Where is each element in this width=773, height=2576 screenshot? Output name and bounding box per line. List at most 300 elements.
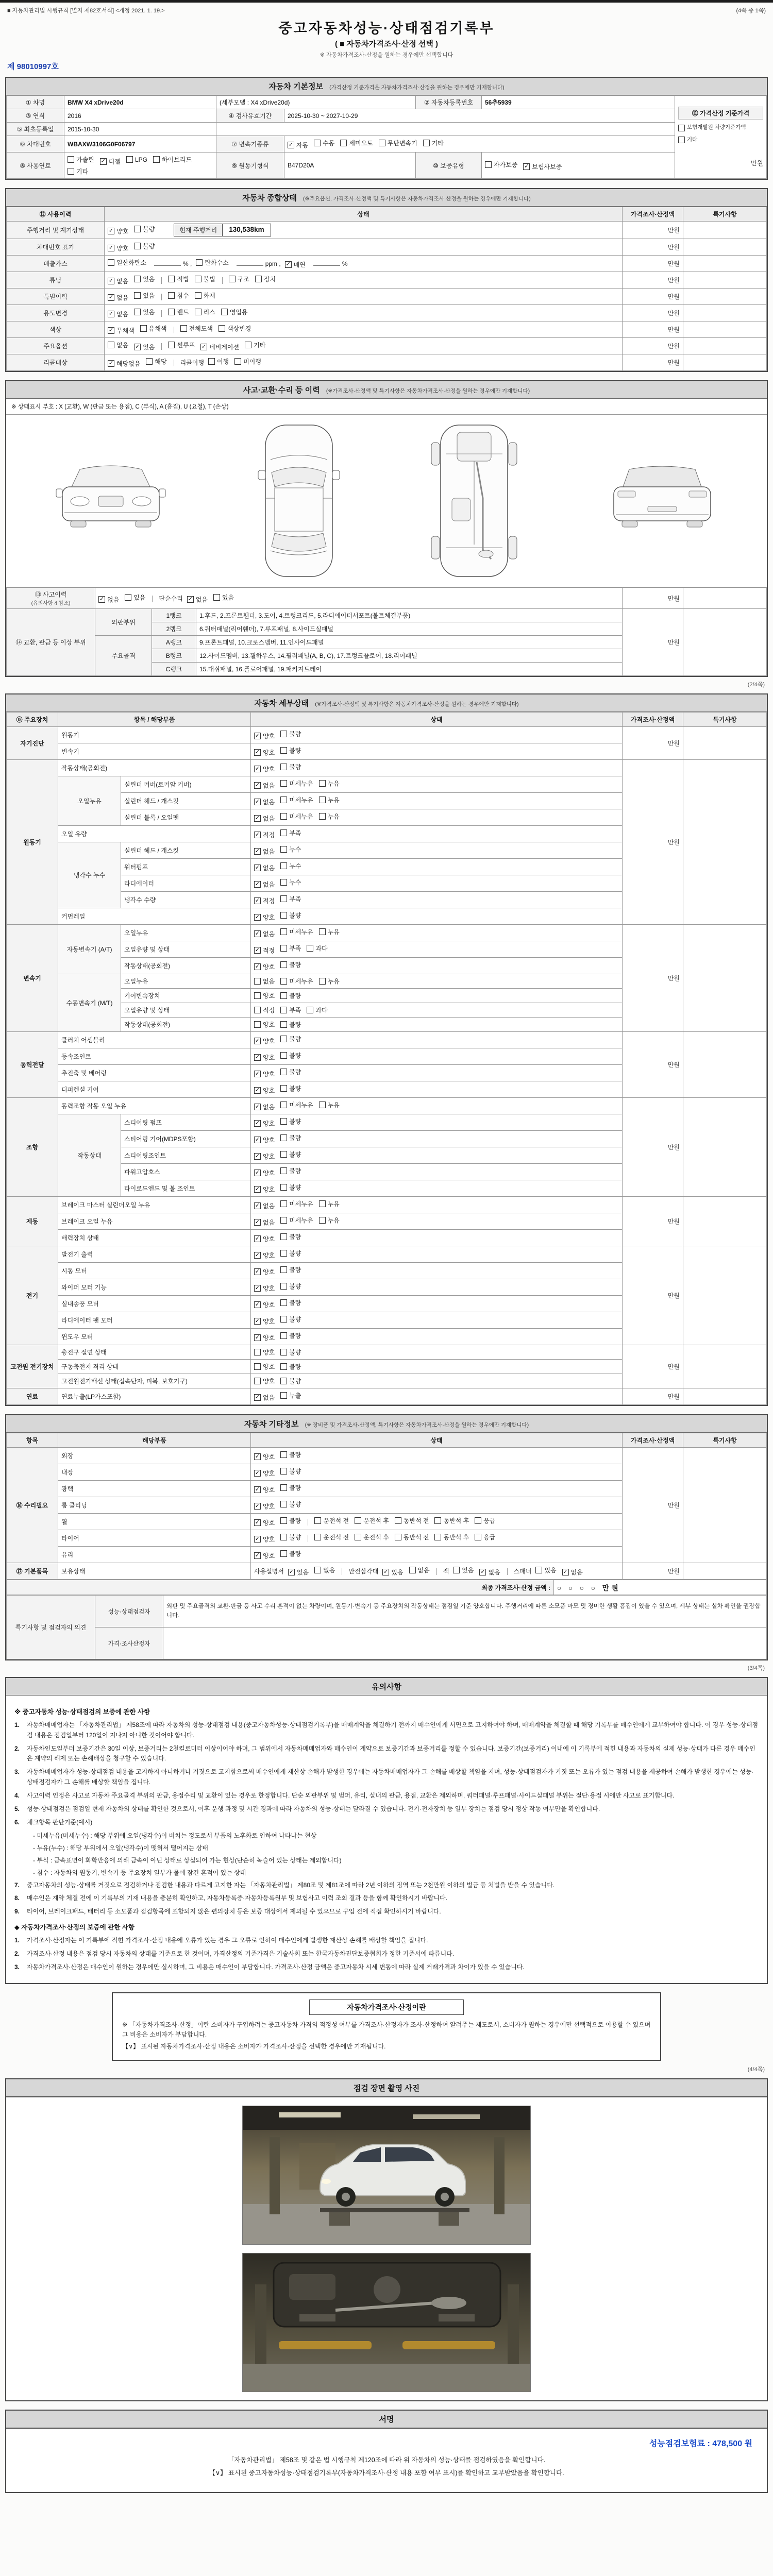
checkbox[interactable]: ✓ [255, 1186, 260, 1192]
checkbox[interactable] [146, 358, 153, 365]
checkbox-option[interactable] [254, 913, 275, 922]
checkbox[interactable] [221, 309, 228, 315]
checkbox-option[interactable] [280, 944, 301, 953]
checkbox-option[interactable] [134, 343, 155, 351]
checkbox-option[interactable] [255, 275, 276, 283]
checkbox-option[interactable] [254, 1006, 275, 1014]
checkbox[interactable] [134, 276, 141, 282]
checkbox[interactable] [280, 747, 287, 754]
checkbox[interactable] [168, 342, 175, 348]
checkbox-option[interactable] [307, 1006, 327, 1014]
checkbox-option[interactable] [108, 310, 128, 318]
checkbox[interactable] [280, 862, 287, 869]
checkbox-option[interactable] [434, 1533, 469, 1541]
checkbox-option[interactable] [280, 991, 301, 1000]
checkbox-option[interactable] [134, 275, 155, 283]
checkbox[interactable] [254, 992, 261, 999]
checkbox-option[interactable] [475, 1533, 495, 1541]
checkbox[interactable]: ✓ [255, 1318, 260, 1324]
checkbox-option[interactable] [280, 911, 301, 920]
checkbox-option[interactable] [280, 1133, 301, 1142]
checkbox-option[interactable] [108, 258, 146, 267]
checkbox[interactable] [280, 1363, 287, 1370]
checkbox[interactable]: ✓ [524, 163, 529, 170]
checkbox[interactable] [280, 978, 287, 985]
checkbox[interactable] [319, 1217, 326, 1224]
checkbox[interactable] [280, 895, 287, 902]
checkbox[interactable] [280, 796, 287, 803]
checkbox[interactable] [229, 276, 236, 282]
checkbox-option[interactable] [314, 1516, 349, 1525]
checkbox-option[interactable] [100, 157, 121, 166]
checkbox[interactable]: ✓ [108, 245, 114, 251]
checkbox[interactable] [213, 594, 220, 601]
checkbox[interactable] [254, 1007, 261, 1013]
checkbox[interactable]: ✓ [108, 278, 114, 284]
checkbox[interactable]: ✓ [383, 1569, 389, 1575]
checkbox[interactable] [280, 1451, 287, 1458]
checkbox[interactable]: ✓ [288, 142, 294, 148]
checkbox-option[interactable] [254, 962, 275, 971]
checkbox-option[interactable] [254, 1168, 275, 1177]
checkbox[interactable]: ✓ [255, 1071, 260, 1077]
checkbox[interactable] [195, 309, 201, 315]
checkbox[interactable]: ✓ [188, 596, 193, 602]
checkbox[interactable] [195, 292, 201, 299]
checkbox-option[interactable] [254, 1551, 275, 1560]
checkbox[interactable]: ✓ [108, 311, 114, 317]
checkbox-option[interactable] [280, 1232, 301, 1241]
checkbox-option[interactable] [254, 847, 275, 856]
checkbox[interactable] [208, 358, 215, 365]
checkbox[interactable] [678, 125, 685, 131]
checkbox[interactable]: ✓ [255, 815, 260, 821]
checkbox-option[interactable] [254, 1362, 275, 1371]
checkbox[interactable] [355, 1534, 361, 1540]
checkbox[interactable]: ✓ [135, 344, 140, 350]
checkbox[interactable]: ✓ [480, 1569, 485, 1575]
checkbox-option[interactable] [187, 595, 208, 604]
checkbox[interactable]: ✓ [108, 294, 114, 300]
checkbox-option[interactable] [319, 1199, 340, 1208]
checkbox[interactable] [280, 1085, 287, 1092]
checkbox-option[interactable] [208, 357, 229, 366]
checkbox[interactable] [280, 1200, 287, 1207]
checkbox[interactable] [280, 1233, 287, 1240]
checkbox-option[interactable] [280, 861, 301, 870]
checkbox-option[interactable] [280, 1467, 301, 1476]
checkbox-option[interactable] [314, 1566, 335, 1574]
checkbox-option[interactable] [280, 1377, 301, 1385]
checkbox[interactable]: ✓ [255, 766, 260, 772]
checkbox[interactable] [280, 764, 287, 770]
checkbox-option[interactable] [409, 1566, 430, 1574]
checkbox[interactable]: ✓ [100, 158, 106, 164]
checkbox[interactable] [280, 1134, 287, 1141]
checkbox[interactable]: ✓ [108, 228, 114, 234]
checkbox[interactable] [485, 161, 492, 168]
checkbox-option[interactable] [254, 1393, 275, 1402]
checkbox[interactable] [280, 1250, 287, 1257]
checkbox-option[interactable] [254, 977, 275, 986]
checkbox[interactable]: ✓ [201, 344, 207, 350]
checkbox[interactable]: ✓ [563, 1569, 568, 1575]
checkbox[interactable] [254, 1378, 261, 1384]
checkbox-option[interactable] [319, 795, 340, 804]
checkbox[interactable] [108, 342, 114, 348]
checkbox[interactable]: ✓ [255, 832, 260, 838]
checkbox-option[interactable] [280, 1183, 301, 1192]
checkbox[interactable] [125, 594, 131, 601]
checkbox[interactable]: ✓ [255, 1054, 260, 1060]
checkbox[interactable] [475, 1534, 481, 1540]
checkbox[interactable] [319, 978, 326, 985]
checkbox[interactable] [280, 1517, 287, 1524]
checkbox-option[interactable] [535, 1566, 556, 1574]
checkbox[interactable] [219, 325, 225, 332]
checkbox[interactable] [168, 292, 175, 299]
checkbox[interactable]: ✓ [255, 1252, 260, 1258]
checkbox-option[interactable] [280, 960, 301, 969]
checkbox-option[interactable] [254, 929, 275, 938]
checkbox-option[interactable] [475, 1516, 495, 1525]
checkbox-option[interactable] [395, 1533, 429, 1541]
checkbox[interactable] [280, 1118, 287, 1125]
checkbox-option[interactable] [423, 139, 444, 147]
checkbox[interactable]: ✓ [255, 1285, 260, 1291]
checkbox[interactable] [280, 1332, 287, 1339]
checkbox-option[interactable] [479, 1568, 500, 1577]
checkbox-option[interactable] [254, 1020, 275, 1029]
checkbox[interactable] [535, 1567, 542, 1573]
checkbox-option[interactable] [382, 1568, 403, 1577]
checkbox[interactable] [68, 168, 74, 175]
checkbox[interactable] [319, 1200, 326, 1207]
checkbox-option[interactable] [288, 1568, 309, 1577]
checkbox[interactable] [395, 1534, 401, 1540]
checkbox-option[interactable] [108, 293, 128, 302]
checkbox-option[interactable] [168, 308, 189, 316]
checkbox-option[interactable] [280, 1035, 301, 1043]
checkbox-option[interactable] [280, 812, 313, 821]
checkbox[interactable]: ✓ [255, 848, 260, 854]
checkbox-option[interactable] [355, 1516, 389, 1525]
checkbox-option[interactable] [254, 798, 275, 806]
checkbox-option[interactable] [280, 1199, 313, 1208]
checkbox-option[interactable] [280, 977, 313, 986]
checkbox-option[interactable] [280, 1265, 301, 1274]
checkbox-option[interactable] [280, 894, 301, 903]
checkbox-option[interactable] [108, 227, 128, 235]
checkbox[interactable] [280, 912, 287, 919]
checkbox[interactable] [280, 1501, 287, 1507]
checkbox-option[interactable] [254, 1218, 275, 1227]
checkbox-option[interactable] [254, 1201, 275, 1210]
checkbox-option[interactable] [68, 167, 88, 176]
checkbox-option[interactable] [254, 781, 275, 790]
checkbox[interactable]: ✓ [255, 1153, 260, 1159]
checkbox-option[interactable] [254, 1086, 275, 1095]
checkbox-option[interactable] [146, 357, 166, 366]
checkbox-option[interactable] [254, 1284, 275, 1293]
checkbox[interactable]: ✓ [255, 1268, 260, 1275]
checkbox[interactable]: ✓ [255, 897, 260, 904]
checkbox[interactable]: ✓ [255, 1087, 260, 1093]
checkbox[interactable] [280, 829, 287, 836]
checkbox[interactable] [280, 1167, 287, 1174]
checkbox[interactable] [314, 1567, 321, 1573]
checkbox[interactable] [280, 1151, 287, 1158]
checkbox-option[interactable] [280, 746, 301, 755]
checkbox-option[interactable] [108, 244, 128, 252]
checkbox[interactable] [280, 992, 287, 999]
checkbox[interactable] [340, 140, 347, 146]
checkbox-option[interactable] [280, 779, 313, 788]
checkbox-option[interactable] [254, 1251, 275, 1260]
checkbox-option[interactable] [280, 1282, 301, 1291]
checkbox-option[interactable] [134, 308, 155, 316]
checkbox-option[interactable] [254, 1469, 275, 1478]
checkbox-option[interactable] [280, 1331, 301, 1340]
checkbox-option[interactable] [280, 1483, 301, 1492]
checkbox-option[interactable] [254, 1037, 275, 1045]
checkbox-option[interactable] [280, 1084, 301, 1093]
checkbox-option[interactable] [134, 242, 155, 250]
checkbox-option[interactable] [254, 732, 275, 740]
checkbox[interactable]: ✓ [255, 782, 260, 788]
checkbox-option[interactable] [319, 812, 340, 821]
checkbox-option[interactable] [319, 1216, 340, 1225]
checkbox[interactable]: ✓ [255, 914, 260, 920]
checkbox[interactable] [280, 1392, 287, 1399]
checkbox-option[interactable] [562, 1568, 583, 1577]
checkbox[interactable]: ✓ [255, 1503, 260, 1509]
checkbox-option[interactable] [254, 1136, 275, 1144]
checkbox-option[interactable] [280, 1150, 301, 1159]
checkbox-option[interactable] [280, 1516, 301, 1525]
checkbox[interactable] [678, 137, 685, 143]
checkbox[interactable] [168, 309, 175, 315]
checkbox[interactable]: ✓ [255, 1394, 260, 1400]
checkbox-option[interactable] [395, 1516, 429, 1525]
checkbox-option[interactable] [153, 155, 192, 164]
checkbox-option[interactable] [254, 1119, 275, 1128]
checkbox[interactable] [134, 243, 141, 249]
checkbox-option[interactable] [168, 275, 189, 283]
checkbox[interactable] [434, 1534, 441, 1540]
checkbox[interactable]: ✓ [255, 1120, 260, 1126]
checkbox-option[interactable] [254, 1377, 275, 1385]
checkbox[interactable] [280, 1266, 287, 1273]
checkbox[interactable] [434, 1517, 441, 1524]
checkbox-option[interactable] [340, 139, 373, 147]
checkbox-option[interactable] [245, 341, 265, 349]
checkbox[interactable] [280, 1021, 287, 1028]
checkbox-option[interactable] [319, 977, 340, 986]
checkbox[interactable] [379, 140, 385, 146]
checkbox[interactable] [319, 928, 326, 935]
checkbox[interactable] [423, 140, 430, 146]
checkbox-option[interactable] [195, 275, 215, 283]
checkbox-option[interactable] [108, 277, 128, 285]
checkbox-option[interactable] [280, 1117, 301, 1126]
checkbox-option[interactable] [195, 291, 215, 300]
checkbox-option[interactable] [678, 135, 697, 145]
checkbox-option[interactable] [254, 880, 275, 889]
checkbox[interactable] [475, 1517, 481, 1524]
checkbox-option[interactable] [280, 730, 301, 738]
checkbox[interactable]: ✓ [255, 1202, 260, 1209]
checkbox-option[interactable] [379, 139, 417, 147]
checkbox[interactable] [355, 1517, 361, 1524]
checkbox-option[interactable] [523, 162, 562, 171]
checkbox[interactable] [319, 1101, 326, 1108]
checkbox-option[interactable] [221, 308, 248, 316]
checkbox-option[interactable] [280, 1298, 301, 1307]
checkbox[interactable]: ✓ [255, 1104, 260, 1110]
checkbox[interactable]: ✓ [255, 881, 260, 887]
checkbox-option[interactable] [280, 1450, 301, 1459]
checkbox-option[interactable] [254, 1267, 275, 1276]
checkbox-option[interactable] [168, 341, 195, 349]
checkbox[interactable] [314, 1534, 321, 1540]
checkbox[interactable] [134, 226, 141, 232]
checkbox-option[interactable] [200, 343, 239, 351]
checkbox[interactable]: ✓ [255, 1235, 260, 1242]
checkbox-option[interactable] [280, 1391, 301, 1400]
checkbox[interactable] [307, 945, 313, 952]
checkbox-option[interactable] [280, 1216, 313, 1225]
checkbox-option[interactable] [280, 845, 301, 854]
checkbox[interactable] [280, 846, 287, 853]
checkbox-option[interactable] [280, 1006, 301, 1014]
checkbox[interactable] [280, 879, 287, 886]
checkbox[interactable]: ✓ [255, 963, 260, 970]
checkbox[interactable] [319, 780, 326, 787]
checkbox[interactable] [280, 961, 287, 968]
checkbox-option[interactable] [307, 944, 327, 953]
checkbox-option[interactable] [219, 324, 251, 333]
checkbox-option[interactable] [254, 1053, 275, 1062]
checkbox[interactable] [453, 1567, 460, 1573]
checkbox-option[interactable] [254, 1333, 275, 1342]
checkbox[interactable] [280, 1069, 287, 1075]
checkbox[interactable] [280, 1101, 287, 1108]
checkbox-option[interactable] [285, 260, 306, 269]
checkbox-option[interactable] [254, 863, 275, 872]
checkbox-option[interactable] [254, 946, 275, 955]
checkbox-option[interactable] [280, 1166, 301, 1175]
checkbox-option[interactable] [280, 1067, 301, 1076]
checkbox[interactable] [280, 1534, 287, 1540]
checkbox-option[interactable] [254, 991, 275, 1000]
checkbox-option[interactable] [314, 1533, 349, 1541]
checkbox-option[interactable] [280, 1315, 301, 1324]
checkbox-option[interactable] [434, 1516, 469, 1525]
checkbox-option[interactable] [678, 123, 746, 132]
checkbox[interactable]: ✓ [255, 733, 260, 739]
checkbox-option[interactable] [453, 1566, 474, 1574]
checkbox-option[interactable] [280, 1249, 301, 1258]
checkbox[interactable]: ✓ [255, 1219, 260, 1225]
checkbox[interactable] [280, 1052, 287, 1059]
checkbox-option[interactable] [125, 593, 145, 602]
checkbox-option[interactable] [134, 291, 155, 300]
checkbox[interactable]: ✓ [255, 930, 260, 937]
checkbox[interactable] [234, 358, 241, 365]
checkbox-option[interactable] [280, 1549, 301, 1558]
checkbox[interactable] [126, 156, 133, 163]
checkbox-option[interactable] [254, 1317, 275, 1326]
checkbox[interactable] [314, 140, 321, 146]
checkbox[interactable]: ✓ [255, 1301, 260, 1308]
checkbox-option[interactable] [108, 326, 135, 335]
checkbox[interactable] [280, 1184, 287, 1191]
checkbox-option[interactable] [280, 1500, 301, 1509]
checkbox[interactable]: ✓ [255, 749, 260, 755]
checkbox[interactable] [153, 156, 160, 163]
checkbox[interactable] [409, 1567, 416, 1573]
checkbox-option[interactable] [280, 1051, 301, 1060]
checkbox-option[interactable] [254, 1485, 275, 1494]
checkbox[interactable] [280, 1283, 287, 1290]
checkbox[interactable]: ✓ [285, 261, 291, 267]
checkbox[interactable]: ✓ [255, 1137, 260, 1143]
checkbox[interactable] [245, 342, 251, 348]
checkbox[interactable] [280, 1468, 287, 1475]
checkbox[interactable] [319, 796, 326, 803]
checkbox-option[interactable] [254, 1152, 275, 1161]
checkbox[interactable] [140, 325, 147, 332]
checkbox-option[interactable] [319, 779, 340, 788]
checkbox-option[interactable] [168, 291, 189, 300]
checkbox-option[interactable] [280, 1020, 301, 1029]
checkbox[interactable] [168, 276, 175, 282]
checkbox[interactable]: ✓ [255, 1486, 260, 1493]
checkbox[interactable]: ✓ [255, 1453, 260, 1460]
checkbox[interactable]: ✓ [108, 327, 114, 333]
checkbox[interactable]: ✓ [255, 799, 260, 805]
checkbox[interactable] [280, 1550, 287, 1557]
checkbox[interactable] [319, 813, 326, 820]
checkbox-option[interactable] [134, 225, 155, 233]
checkbox[interactable] [280, 1217, 287, 1224]
checkbox[interactable] [196, 259, 203, 266]
checkbox-option[interactable] [280, 795, 313, 804]
checkbox-option[interactable] [254, 1518, 275, 1527]
checkbox[interactable] [280, 813, 287, 820]
checkbox-option[interactable] [254, 1185, 275, 1194]
checkbox-option[interactable] [254, 1300, 275, 1309]
checkbox[interactable]: ✓ [99, 596, 105, 602]
checkbox[interactable]: ✓ [255, 1038, 260, 1044]
checkbox[interactable] [180, 325, 187, 332]
checkbox-option[interactable] [180, 324, 213, 333]
checkbox-option[interactable] [140, 324, 167, 333]
checkbox-option[interactable] [280, 927, 313, 936]
checkbox[interactable] [254, 1363, 261, 1370]
checkbox-option[interactable] [319, 1100, 340, 1109]
checkbox-option[interactable] [126, 156, 147, 163]
checkbox[interactable] [280, 780, 287, 787]
checkbox[interactable] [280, 928, 287, 935]
checkbox[interactable]: ✓ [255, 1536, 260, 1542]
checkbox[interactable] [280, 1378, 287, 1384]
checkbox[interactable]: ✓ [255, 865, 260, 871]
checkbox-option[interactable] [68, 155, 94, 164]
checkbox[interactable] [280, 1007, 287, 1013]
checkbox-option[interactable] [288, 141, 308, 149]
